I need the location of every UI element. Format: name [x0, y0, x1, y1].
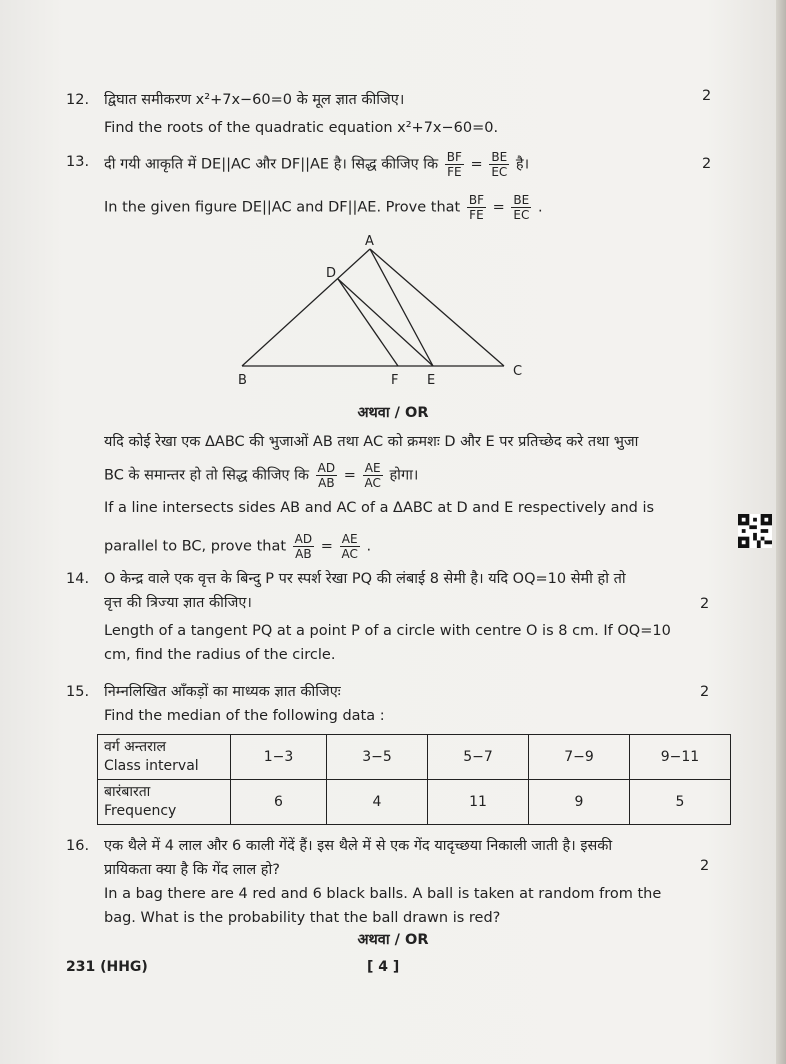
question-english: Find the median of the following data : [104, 708, 385, 724]
question-hindi: निम्नलिखित आँकड़ों का माध्यक ज्ञात कीजिएः [104, 684, 341, 700]
table-row-frequency [98, 780, 731, 825]
segment-ac [370, 249, 504, 366]
fraction: $\frac{AE}{AC}$ [341, 532, 358, 561]
table-cell: 1−3 [231, 735, 327, 780]
fraction: $\frac{BE}{EC}$ [491, 150, 508, 179]
question-hindi-line2: वृत्त की त्रिज्या ज्ञात कीजिए। [104, 595, 252, 611]
qr-code-icon [738, 514, 772, 548]
question-number: 16. [66, 838, 90, 854]
marks-q15: 2 [700, 684, 710, 700]
fraction: $\frac{BF}{FE}$ [468, 193, 484, 222]
row-header: वर्ग अन्तराल Class interval [98, 735, 231, 780]
question-hindi-line2: BC के समान्तर हो तो सिद्ध कीजिए कि $\frac{AD}{AB}$ = $\frac{AE}{AC}$ होगा। [104, 461, 419, 490]
fraction: $\frac{BE}{EC}$ [513, 193, 530, 222]
or-divider: अथवा / OR [357, 932, 429, 948]
table-cell: 5−7 [428, 735, 529, 780]
label-e: E [427, 373, 436, 388]
question-hindi: दी गयी आकृति में DE||AC और DF||AE है। सिद्ध कीजिए कि $\frac{BF}{FE}$ = $\frac{BE}{EC}$ है। [104, 150, 530, 179]
row-header: बारंबारता Frequency [98, 780, 231, 825]
triangle-figure [230, 232, 530, 392]
fraction: $\frac{AE}{AC}$ [364, 461, 381, 490]
table-cell: 11 [428, 780, 529, 825]
table-cell: 4 [327, 780, 428, 825]
question-hindi-line1: O केन्द्र वाले एक वृत्त के बिन्दु P पर स्पर्श रेखा PQ की लंबाई 8 सेमी है। यदि OQ=10 सेमी हो तो [104, 571, 626, 587]
question-number: 13. [66, 154, 90, 170]
question-12 [66, 88, 716, 140]
segment-df [338, 279, 398, 366]
label-c: C [513, 364, 523, 379]
question-13-or [66, 430, 716, 560]
table-row-class-interval [98, 735, 731, 780]
or-divider: अथवा / OR [357, 405, 429, 421]
marks-q14: 2 [700, 596, 710, 612]
segment-ae [370, 249, 433, 366]
question-15 [66, 680, 716, 730]
table-cell: 7−9 [529, 735, 630, 780]
paper-edge [776, 0, 786, 1064]
question-hindi: द्विघात समीकरण x²+7x−60=0 के मूल ज्ञात कीजिए। [104, 92, 405, 108]
question-number: 14. [66, 571, 90, 587]
question-english-line2: bag. What is the probability that the ball drawn is red? [104, 910, 501, 926]
marks-q13: 2 [702, 156, 712, 172]
question-14 [66, 567, 716, 667]
question-hindi-line2: प्रायिकता क्या है कि गेंद लाल हो? [104, 862, 280, 878]
question-english-line1: Length of a tangent PQ at a point P of a circle with centre O is 8 cm. If OQ=10 [104, 623, 671, 639]
paper-code: 231 (HHG) [66, 959, 148, 975]
question-english-line2: parallel to BC, prove that $\frac{AD}{AB}$ = $\frac{AE}{AC}$ . [104, 532, 372, 561]
question-english-line1: In a bag there are 4 red and 6 black balls. A ball is taken at random from the [104, 886, 662, 902]
table-cell: 9 [529, 780, 630, 825]
question-english: Find the roots of the quadratic equation x²+7x−60=0. [104, 120, 499, 136]
table-cell: 5 [630, 780, 731, 825]
page-number: [ 4 ] [367, 959, 400, 975]
marks-q16: 2 [700, 858, 710, 874]
table-cell: 6 [231, 780, 327, 825]
label-a: A [365, 234, 374, 249]
question-hindi-line1: एक थैले में 4 लाल और 6 काली गेंदें हैं। इस थैले में से एक गेंद यादृच्छया निकाली जाती है। इसकी [104, 838, 613, 854]
label-b: B [238, 373, 247, 388]
question-english-line1: If a line intersects sides AB and AC of a ΔABC at D and E respectively and is [104, 500, 655, 516]
label-f: F [391, 373, 399, 388]
segment-ba [242, 249, 370, 366]
question-16 [66, 834, 716, 924]
label-d: D [326, 266, 337, 281]
question-english: In the given figure DE||AC and DF||AE. Prove that $\frac{BF}{FE}$ = $\frac{BE}{EC}$ . [104, 193, 543, 222]
fraction: $\frac{AD}{AB}$ [294, 532, 313, 561]
question-english-line2: cm, find the radius of the circle. [104, 647, 336, 663]
table-cell: 3−5 [327, 735, 428, 780]
question-13 [66, 150, 716, 230]
question-number: 12. [66, 92, 90, 108]
marks-q12: 2 [702, 88, 712, 104]
table-cell: 9−11 [630, 735, 731, 780]
fraction: $\frac{BF}{FE}$ [446, 150, 462, 179]
fraction: $\frac{AD}{AB}$ [317, 461, 336, 490]
question-number: 15. [66, 684, 90, 700]
median-data-table [97, 734, 731, 825]
question-hindi-line1: यदि कोई रेखा एक ΔABC की भुजाओं AB तथा AC को क्रमशः D और E पर प्रतिच्छेद करे तथा भुजा [104, 434, 639, 450]
